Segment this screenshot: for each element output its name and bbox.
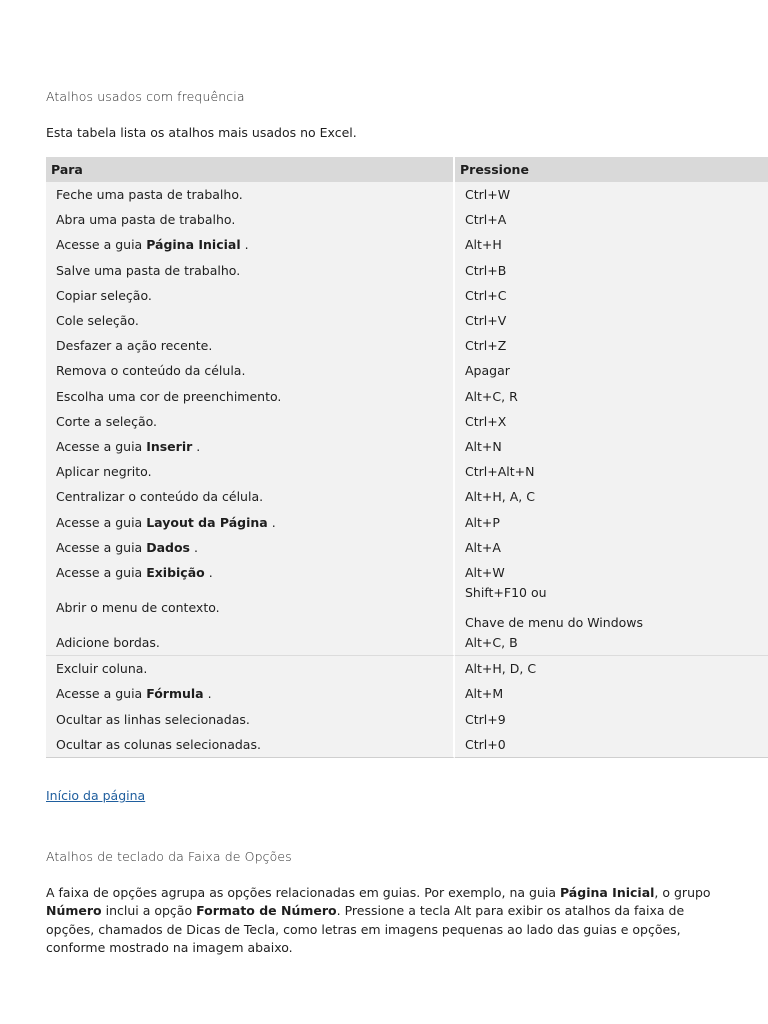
table-row [46, 283, 768, 308]
action-text-suffix: . [267, 514, 276, 530]
shortcut-key: Alt+M [465, 686, 504, 702]
action-cell [46, 409, 455, 434]
table-row [46, 535, 768, 560]
action-cell [46, 459, 455, 484]
shortcut-key: Alt+H [465, 237, 502, 253]
paragraph-text: . Pressione a tecla Alt para exibir os atalhos da faixa de opções, chamados de Dicas de Tecla, como letras em imagens pequenas ao lado das guias e opções, conforme mostrado na imagem abaixo. [46, 903, 685, 955]
shortcut-key: Ctrl+0 [465, 736, 506, 752]
action-text: Adicione bordas. [56, 635, 160, 651]
shortcut-key-cell [455, 459, 768, 484]
shortcut-key: Ctrl+W [465, 187, 511, 203]
action-text-suffix: . [204, 564, 213, 580]
table-row [46, 509, 768, 534]
action-text: Feche uma pasta de trabalho. [56, 187, 243, 203]
shortcut-key-cell [455, 535, 768, 560]
action-cell [46, 585, 455, 630]
shortcut-key: Ctrl+X [465, 413, 507, 429]
table-row [46, 732, 768, 758]
table-row [46, 232, 768, 257]
shortcut-key: Alt+P [465, 514, 500, 530]
table-row [46, 409, 768, 434]
shortcut-key-cell [455, 182, 768, 207]
action-cell [46, 655, 455, 681]
shortcut-key: Alt+C, R [465, 388, 518, 404]
action-cell [46, 434, 455, 459]
paragraph-text: inclui a opção [101, 903, 197, 919]
section-heading-ribbon-shortcuts: Atalhos de teclado da Faixa de Opções [46, 849, 292, 864]
table-row [46, 585, 768, 630]
shortcut-key-cell [455, 707, 768, 732]
shortcut-key-cell [455, 509, 768, 534]
action-cell [46, 384, 455, 409]
shortcut-key-cell [455, 358, 768, 383]
bold-term-number-group: Número [46, 903, 102, 919]
action-bold-term: Fórmula [146, 686, 204, 702]
shortcut-key-alternative: Chave de menu do Windows [465, 615, 644, 630]
section-heading-frequent-shortcuts: Atalhos usados com frequência [46, 89, 245, 104]
action-text-suffix: . [192, 438, 201, 454]
shortcut-key-cell [455, 232, 768, 257]
action-text: Aplicar negrito. [56, 464, 152, 480]
action-cell [46, 232, 455, 257]
table-intro-text: Esta tabela lista os atalhos mais usados no Excel. [46, 125, 357, 140]
action-text-suffix: . [189, 539, 198, 555]
shortcut-key: Ctrl+A [465, 212, 507, 228]
action-text: Ocultar as colunas selecionadas. [56, 736, 261, 752]
action-text: Acesse a guia [56, 539, 147, 555]
table-row [46, 308, 768, 333]
action-text: Abrir o menu de contexto. [56, 600, 220, 615]
shortcut-key: Alt+W [465, 564, 505, 580]
action-cell [46, 681, 455, 706]
action-cell [46, 182, 455, 207]
shortcut-key: Alt+A [465, 539, 501, 555]
table-row [46, 434, 768, 459]
action-cell [46, 358, 455, 383]
shortcut-key: Apagar [465, 363, 510, 379]
action-text: Copiar seleção. [56, 287, 152, 303]
action-cell [46, 484, 455, 509]
shortcut-key-cell [455, 384, 768, 409]
table-row [46, 384, 768, 409]
shortcut-key: Ctrl+V [465, 313, 507, 329]
action-cell [46, 207, 455, 232]
action-text: Excluir coluna. [56, 661, 148, 677]
action-text: Remova o conteúdo da célula. [56, 363, 246, 379]
table-header-row [46, 157, 768, 182]
action-cell [46, 535, 455, 560]
shortcut-key-cell [455, 409, 768, 434]
shortcut-key-cell [455, 630, 768, 655]
shortcut-key: Alt+H, A, C [465, 489, 535, 505]
action-cell [46, 707, 455, 732]
table-row [46, 333, 768, 358]
table-row [46, 707, 768, 732]
bold-term-number-format: Formato de Número [196, 903, 337, 919]
shortcut-key: Alt+H, D, C [465, 661, 537, 677]
action-text: Escolha uma cor de preenchimento. [56, 388, 282, 404]
shortcut-key-cell [455, 681, 768, 706]
bold-term-home-tab: Página Inicial [559, 885, 655, 900]
action-text: Corte a seleção. [56, 413, 158, 429]
action-text: Cole seleção. [56, 313, 139, 329]
action-text-suffix: . [240, 237, 249, 253]
action-text-suffix: . [203, 686, 212, 702]
action-text: Acesse a guia [56, 514, 147, 530]
action-cell [46, 258, 455, 283]
action-cell [46, 732, 455, 758]
action-cell [46, 509, 455, 534]
table-row [46, 182, 768, 207]
action-text: Centralizar o conteúdo da célula. [56, 489, 264, 505]
action-text: Salve uma pasta de trabalho. [56, 262, 241, 278]
shortcut-key-cell [455, 434, 768, 459]
table-row [46, 459, 768, 484]
column-header-pressione: Pressione [455, 157, 768, 182]
shortcut-key-cell [455, 258, 768, 283]
shortcut-key: Ctrl+Alt+N [465, 464, 535, 480]
action-cell [46, 630, 455, 655]
action-text: Abra uma pasta de trabalho. [56, 212, 236, 228]
table-row [46, 358, 768, 383]
action-cell [46, 333, 455, 358]
action-text: Acesse a guia [56, 686, 147, 702]
shortcut-key-cell [455, 655, 768, 681]
paragraph-text: A faixa de opções agrupa as opções relacionadas em guias. Por exemplo, na guia [46, 885, 560, 900]
action-cell [46, 283, 455, 308]
shortcut-key-cell [455, 560, 768, 585]
table-row [46, 560, 768, 585]
shortcut-key: Ctrl+9 [465, 711, 506, 727]
action-bold-term: Inserir [146, 438, 193, 454]
shortcut-key: Ctrl+B [465, 262, 507, 278]
action-text: Ocultar as linhas selecionadas. [56, 711, 250, 727]
shortcut-key: Ctrl+C [465, 287, 507, 303]
shortcut-key: Alt+C, B [465, 635, 518, 651]
action-text: Acesse a guia [56, 438, 147, 454]
action-bold-term: Exibição [146, 564, 205, 580]
table-row [46, 258, 768, 283]
action-bold-term: Dados [146, 539, 190, 555]
table-row [46, 655, 768, 681]
action-text: Acesse a guia [56, 564, 147, 580]
action-cell [46, 560, 455, 585]
shortcut-key: Alt+N [465, 438, 502, 454]
paragraph-text: , o grupo [654, 885, 711, 900]
action-bold-term: Página Inicial [146, 237, 241, 253]
shortcut-key-cell [455, 207, 768, 232]
shortcut-key-cell [455, 585, 768, 630]
shortcut-key-cell [455, 732, 768, 758]
shortcut-table [46, 157, 768, 758]
shortcut-key-cell [455, 484, 768, 509]
column-header-para: Para [46, 157, 455, 182]
table-row [46, 630, 768, 655]
shortcut-key: Shift+F10 ou [465, 585, 547, 600]
shortcut-key-cell [455, 283, 768, 308]
shortcut-key-cell [455, 333, 768, 358]
table-row [46, 484, 768, 509]
table-row [46, 207, 768, 232]
action-cell [46, 308, 455, 333]
ribbon-description-paragraph [46, 884, 736, 957]
shortcut-key: Ctrl+Z [465, 338, 507, 354]
action-text: Desfazer a ação recente. [56, 338, 213, 354]
table-body [46, 182, 768, 758]
action-bold-term: Layout da Página [146, 514, 268, 530]
table-row [46, 681, 768, 706]
back-to-top-link[interactable]: Início da página [46, 788, 146, 803]
shortcut-key-cell [455, 308, 768, 333]
action-text: Acesse a guia [56, 237, 147, 253]
